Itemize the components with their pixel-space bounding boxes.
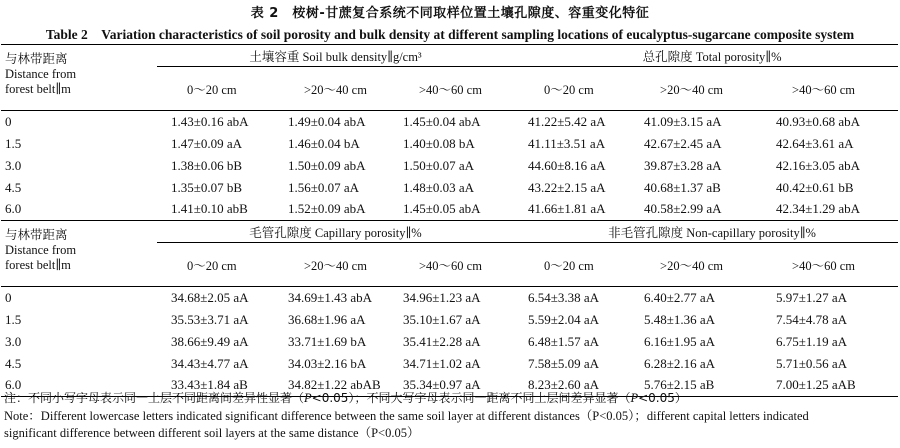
- table-cell: 41.11±3.51 aA: [528, 135, 606, 151]
- stub-header-cn: 与林带距离: [5, 51, 68, 66]
- row-distance: 1.5: [5, 135, 22, 151]
- section2-group-right: 非毛管孔隙度 Non-capillary porosity∥%: [514, 221, 898, 243]
- sub-header: >40～60 cm: [419, 258, 482, 273]
- table-row: [1, 309, 898, 331]
- stub-header-en-line1: Distance from: [5, 243, 77, 257]
- row-distance: 3.0: [5, 157, 22, 173]
- sub-header: >20～40 cm: [660, 258, 723, 273]
- table-cell: 35.34±0.97 aA: [389, 375, 514, 397]
- stub-header: [1, 45, 157, 111]
- table-cell: 35.10±1.67 aA: [403, 311, 481, 327]
- sub-header: >20～40 cm: [304, 82, 367, 97]
- sub-header: 0～20 cm: [544, 258, 594, 273]
- sub-header: >40～60 cm: [792, 82, 855, 97]
- section1-group-left: 土壤容重 Soil bulk density∥g/cm³: [157, 45, 514, 67]
- table-cell: 5.48±1.36 aA: [644, 311, 716, 327]
- table-cell: 1.45±0.05 abA: [403, 201, 481, 217]
- table-cell: 1.35±0.07 bB: [171, 179, 243, 195]
- table-cell: 35.41±2.28 aA: [403, 333, 481, 349]
- sub-header: 0～20 cm: [544, 82, 594, 97]
- table-cell: 1.50±0.09 abA: [288, 157, 366, 173]
- row-distance: 6.0: [1, 375, 157, 397]
- section1-group-right: 总孔隙度 Total porosity∥%: [514, 45, 898, 67]
- table-cell: 40.58±2.99 aA: [644, 201, 722, 217]
- table-cell: 33.71±1.69 bA: [288, 333, 367, 349]
- sub-header: >20～40 cm: [660, 82, 723, 97]
- table-cell: 6.28±2.16 aA: [644, 355, 716, 371]
- stub-header-cn: 与林带距离: [5, 227, 68, 242]
- table-cell: 41.09±3.15 aA: [630, 111, 762, 133]
- table-cell: 34.82±1.22 abAB: [274, 375, 389, 397]
- sub-header: >40～60 cm: [792, 258, 855, 273]
- table-cell: 33.43±1.84 aB: [157, 375, 274, 397]
- stub-header-en-line2: forest belt∥m: [5, 82, 71, 96]
- sub-header: 0～20 cm: [187, 258, 237, 273]
- table-cell: 42.64±3.61 aA: [776, 135, 854, 151]
- table-cell: 1.45±0.04 abA: [389, 111, 514, 133]
- table-cell: 40.93±0.68 abA: [762, 111, 898, 133]
- table-cell: 1.52±0.09 abA: [288, 201, 366, 217]
- sub-header: >20～40 cm: [304, 258, 367, 273]
- table-cell: 34.03±2.16 bA: [288, 355, 367, 371]
- table-cell: 44.60±8.16 aA: [528, 157, 606, 173]
- table-cell: 7.58±5.09 aA: [528, 355, 600, 371]
- table-cell: 7.54±4.78 aA: [776, 311, 848, 327]
- table-cell: 40.42±0.61 bB: [776, 179, 854, 195]
- table-cell: 1.56±0.07 aA: [288, 179, 360, 195]
- table-cell: 1.47±0.09 aA: [171, 135, 243, 151]
- table-row: [1, 133, 898, 155]
- table-row: [1, 199, 898, 221]
- table-row: [1, 155, 898, 177]
- stub-header-en-line1: Distance from: [5, 67, 77, 81]
- table-row: [1, 287, 898, 309]
- table-cell: 8.23±2.60 aA: [514, 375, 630, 397]
- table-cell: 1.38±0.06 bB: [171, 157, 243, 173]
- table-cell: 41.66±1.81 aA: [528, 201, 606, 217]
- table-cell: 1.48±0.03 aA: [403, 179, 475, 195]
- table-cell: 1.50±0.07 aA: [403, 157, 475, 173]
- table-cell: 34.69±1.43 abA: [274, 287, 389, 309]
- row-distance: 1.5: [5, 311, 22, 327]
- table-cell: 42.16±3.05 abA: [776, 157, 861, 173]
- table-cell: 1.40±0.08 bA: [403, 135, 475, 151]
- stub-header: [1, 221, 157, 287]
- table-cell: 1.46±0.04 bA: [288, 135, 360, 151]
- section2-group-header-row: [1, 221, 898, 243]
- section1-group-header-row: [1, 45, 898, 67]
- sub-header: >40～60 cm: [419, 82, 482, 97]
- row-distance: 4.5: [5, 355, 22, 371]
- table-cell: 6.75±1.19 aA: [776, 333, 848, 349]
- table-cell: 41.22±5.42 aA: [514, 111, 630, 133]
- table-note-en-line1: Note：Different lowercase letters indicated significant difference between the same soil layer at different distances（P<0.05）；different capital letters indicated: [4, 409, 809, 423]
- stub-header-en-line2: forest belt∥m: [5, 258, 71, 272]
- section2-group-left: 毛管孔隙度 Capillary porosity∥%: [157, 221, 514, 243]
- table-title-chinese: 表 2 桉树-甘蔗复合系统不同取样位置土壤孔隙度、容重变化特征: [250, 6, 650, 21]
- table-cell: 38.66±9.49 aA: [171, 333, 249, 349]
- table-cell: 42.34±1.29 abA: [776, 201, 861, 217]
- row-distance: 6.0: [5, 201, 22, 217]
- table-cell: 6.40±2.77 aA: [630, 287, 762, 309]
- table-note-en-line2: significant difference between different soil layers at the same distance（P<0.05）: [4, 426, 420, 440]
- data-table: [1, 44, 898, 397]
- table-cell: 34.96±1.23 aA: [389, 287, 514, 309]
- row-distance: 0: [1, 111, 157, 133]
- table-cell: 36.68±1.96 aA: [288, 311, 366, 327]
- table-cell: 43.22±2.15 aA: [528, 179, 606, 195]
- row-distance: 0: [1, 287, 157, 309]
- table-cell: 6.48±1.57 aA: [528, 333, 600, 349]
- table-cell: 39.87±3.28 aA: [644, 157, 722, 173]
- table-cell: 5.76±2.15 aB: [630, 375, 762, 397]
- table-row: [1, 177, 898, 199]
- table-cell: 6.16±1.95 aA: [644, 333, 716, 349]
- table-cell: 34.71±1.02 aA: [403, 355, 481, 371]
- table-cell: 1.43±0.16 abA: [157, 111, 274, 133]
- table-note-cn: 注：不同小写字母表示同一土层不同距离间差异性显著（P<0.05）；不同大写字母表示同一距离不同土层间差异显著（P<0.05）: [4, 391, 687, 405]
- table-title-english: Table 2 Variation characteristics of soil porosity and bulk density at different sampling locations of eucalyptus-sugarcane composite system: [45, 27, 855, 42]
- table-row: [1, 111, 898, 133]
- table-row: [1, 353, 898, 375]
- row-distance: 4.5: [5, 179, 22, 195]
- table-cell: 34.43±4.77 aA: [171, 355, 249, 371]
- table-cell: 42.67±2.45 aA: [644, 135, 722, 151]
- sub-header: 0～20 cm: [187, 82, 237, 97]
- table-cell: 1.41±0.10 abB: [171, 201, 248, 217]
- table-cell: 6.54±3.38 aA: [514, 287, 630, 309]
- table-cell: 35.53±3.71 aA: [171, 311, 249, 327]
- table-cell: 5.59±2.04 aA: [528, 311, 600, 327]
- row-distance: 3.0: [5, 333, 22, 349]
- table-cell: 5.97±1.27 aA: [762, 287, 898, 309]
- table-cell: 34.68±2.05 aA: [157, 287, 274, 309]
- table-cell: 40.68±1.37 aB: [644, 179, 721, 195]
- table-cell: 7.00±1.25 aAB: [762, 375, 898, 397]
- table-row: [1, 331, 898, 353]
- table-cell: 5.71±0.56 aA: [776, 355, 848, 371]
- table-cell: 1.49±0.04 abA: [274, 111, 389, 133]
